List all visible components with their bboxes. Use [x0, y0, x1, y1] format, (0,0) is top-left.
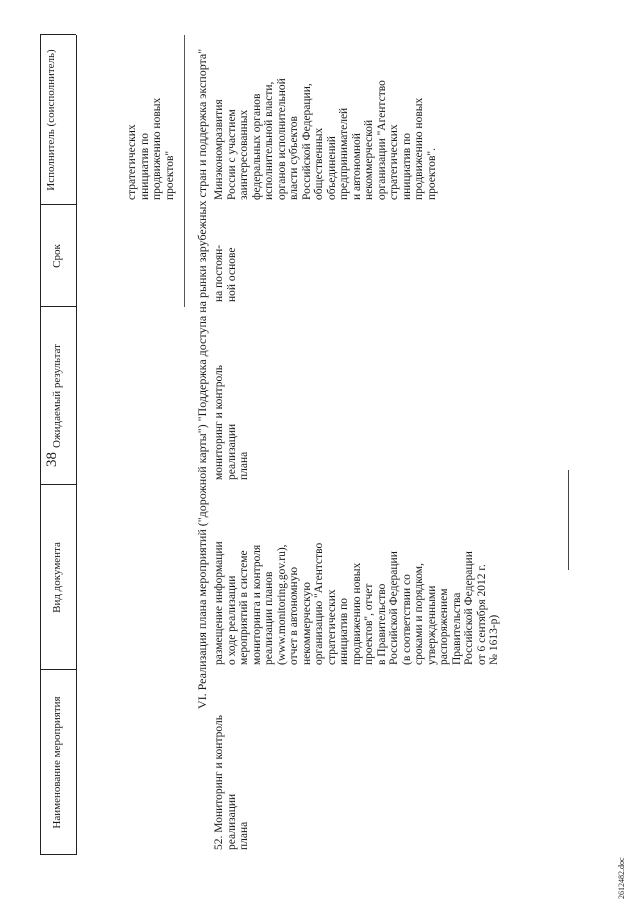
row-name	[213, 665, 251, 850]
header-divider	[40, 34, 76, 35]
text-line: некоммерческую	[300, 582, 313, 665]
text-line: от 6 сентября 2012 г.	[475, 564, 488, 665]
text-line: в Правительство	[375, 583, 388, 665]
text-line: реализации	[225, 423, 238, 480]
text-line: проектов"	[163, 150, 176, 200]
text-line: Российской Федерации	[388, 551, 400, 665]
text-line: утвержденными	[425, 585, 438, 665]
header-divider	[40, 306, 76, 307]
row-divider	[184, 35, 185, 307]
text-line: стратегических	[388, 124, 400, 200]
header-executor	[45, 40, 58, 200]
row-document	[213, 485, 501, 665]
header-term: Срок	[51, 244, 63, 268]
text-line: проектов", отчет	[363, 583, 375, 665]
row-result	[213, 310, 251, 480]
text-line: (в соответствии со	[400, 574, 413, 665]
text-line: отчет в автономную	[288, 566, 300, 665]
text-line: России с участием	[225, 109, 238, 200]
text-line: сроками и порядком,	[413, 563, 425, 665]
header-divider	[40, 854, 76, 855]
footer-code: 2612482.doc	[617, 857, 626, 899]
text-line: мероприятий в системе	[238, 550, 250, 665]
header-divider	[40, 484, 76, 485]
text-line: некоммерческой	[363, 119, 375, 200]
page-number: 38	[44, 452, 60, 467]
text-line: мониторинг и контроль	[213, 364, 225, 480]
text-line: предпринимателей	[338, 107, 350, 200]
text-line: власти субъектов	[288, 116, 300, 200]
text-line: организации "Агентство	[375, 80, 388, 200]
text-line: (www.monitoring.gov.ru),	[275, 544, 288, 665]
text-line: заинтересованных	[238, 109, 250, 200]
row-executor	[213, 35, 438, 200]
text-line: плана	[238, 451, 250, 480]
text-line: и автономной	[350, 133, 363, 200]
text-line: продвижению новых	[413, 97, 425, 200]
text-line: продвижению новых	[350, 562, 363, 665]
section-title: VI. Реализация плана мероприятий ("дорожной карты") "Поддержка доступа на рынки зарубежных стран и поддержка экспорта"	[195, 48, 209, 709]
text-line: инициатив по	[400, 133, 413, 200]
text-line: мониторинга и контроля	[250, 544, 263, 665]
text-line: Российской Федерации,	[300, 83, 313, 200]
text-line: федеральных органов	[250, 93, 263, 200]
header-top-border	[40, 35, 41, 855]
row-term	[213, 207, 238, 302]
separator-line	[568, 470, 569, 570]
header-result: Ожидаемый результат	[51, 344, 63, 448]
text-line: № 1613-р)	[488, 614, 500, 665]
header-document: Вид документа	[51, 542, 63, 613]
text-line: стратегических	[325, 589, 338, 665]
text-line: общественных	[313, 127, 325, 200]
text-line: Правительства	[450, 592, 463, 665]
text-line: реализации планов	[263, 571, 275, 665]
text-line: продвижению новых	[151, 97, 163, 200]
text-line: 52. Мониторинг и контроль реализации	[213, 715, 238, 850]
text-line: инициатив по	[338, 598, 350, 665]
text-line: плана	[238, 821, 250, 850]
text-line: Российской Федерации	[463, 551, 475, 665]
text-line: объединений	[325, 136, 338, 200]
text-line: органов исполнительной	[275, 78, 288, 200]
text-line: Минэкономразвития	[213, 99, 225, 200]
text-line: ной основе	[225, 247, 238, 302]
text-line: на постоян-	[213, 244, 225, 302]
executor-continued	[126, 40, 176, 200]
text-line: организацию "Агентство	[313, 542, 325, 665]
text-line: распоряжением	[438, 588, 450, 665]
text-line: размещение информации	[213, 541, 225, 665]
header-divider	[40, 204, 76, 205]
header-executor-text: Исполнитель (соисполнитель)	[45, 49, 57, 191]
header-name: Наименование мероприятия	[51, 696, 63, 829]
header-divider	[40, 669, 76, 670]
header-bottom-border	[76, 35, 77, 855]
text-line: о ходе реализации	[225, 575, 238, 665]
text-line: исполнительной власти,	[263, 81, 275, 200]
text-line: проектов".	[425, 148, 438, 200]
text-line: стратегических	[126, 124, 138, 200]
text-line: инициатив по	[138, 133, 151, 200]
